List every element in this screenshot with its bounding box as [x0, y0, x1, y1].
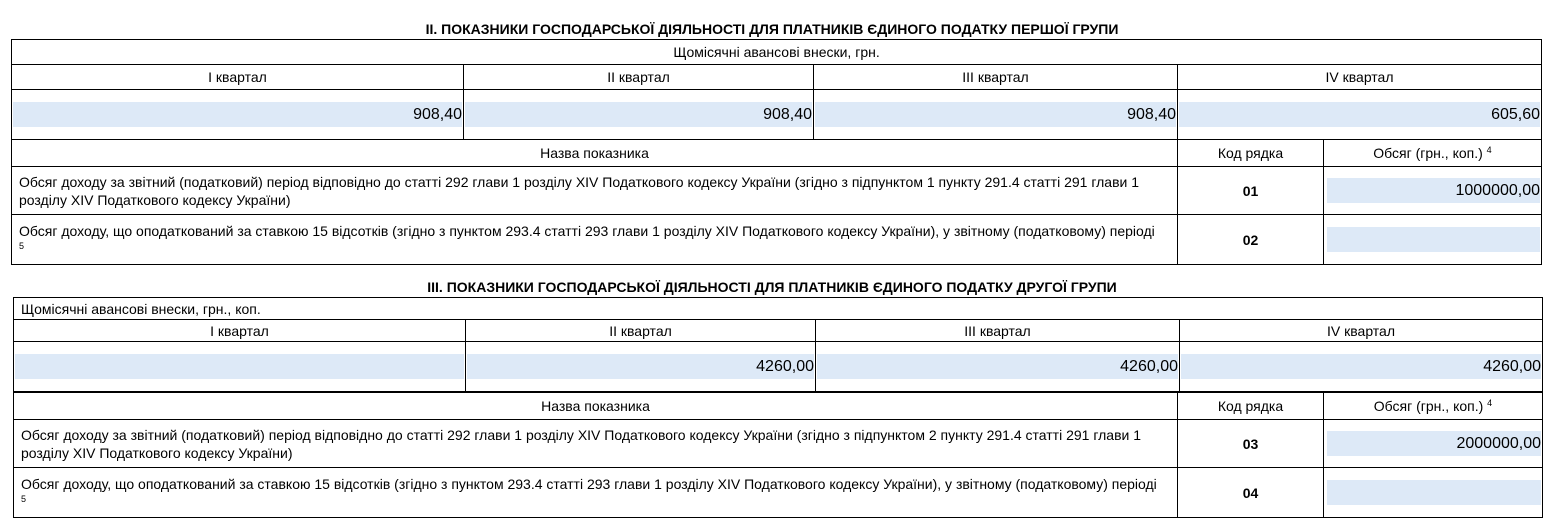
section-2-row-01-value[interactable]: 1000000,00 [1327, 178, 1540, 203]
section-2-row-02-description: Обсяг доходу, що оподаткований за ставкою 15 відсотків (згідно з пунктом 293.4 статті 293 глави 1 розділу XIV Податкового кодексу України), у звітному (податковому) періоді $^5$ [12, 215, 1178, 265]
section-3-quarter-3-value[interactable]: 4260,00 [817, 354, 1178, 379]
section-2-col-code: Код рядка [1178, 140, 1324, 167]
section-2-quarter-2-value[interactable]: 908,40 [465, 102, 812, 127]
section-3-col-volume: Обсяг (грн., коп.) $^4$ [1324, 393, 1543, 420]
section-2-quarter-3-label: III квартал [814, 65, 1178, 90]
section-2-row-01-description: Обсяг доходу за звітний (податковий) період відповідно до статті 292 глави 1 розділу XIV Податкового кодексу України (згідно з підпунктом 1 пункту 291.4 статті 291 глави 1 розділу XIV Податкового кодексу України) [12, 167, 1178, 215]
section-3-row-04-description: Обсяг доходу, що оподаткований за ставкою 15 відсотків (згідно з пунктом 293.4 статті 293 глави 1 розділу XIV Податкового кодексу України), у звітному (податковому) періоді $^5$ [14, 468, 1178, 518]
section-2-col-volume: Обсяг (грн., коп.) $^4$ [1324, 140, 1542, 167]
section-2-row-02-code: 02 [1178, 215, 1324, 265]
section-3-quarter-4-value[interactable]: 4260,00 [1181, 354, 1541, 379]
section-3-indicators-table [13, 392, 1543, 518]
section-3-quarter-2-label: II квартал [466, 320, 816, 342]
section-2-indicators-table [11, 139, 1542, 265]
section-2-quarter-2-label: II квартал [464, 65, 814, 90]
section-2-quarter-4-value[interactable]: 605,60 [1179, 102, 1540, 127]
section-2-quarter-3-value[interactable]: 908,40 [815, 102, 1176, 127]
section-3-row-03-code: 03 [1178, 420, 1324, 468]
section-3-advance-table [13, 297, 1543, 392]
section-3-advance-header: Щомісячні авансові внески, грн., коп. [14, 298, 1543, 320]
section-2-title: II. ПОКАЗНИКИ ГОСПОДАРСЬКОЇ ДІЯЛЬНОСТІ ДЛЯ ПЛАТНИКІВ ЄДИНОГО ПОДАТКУ ПЕРШОЇ ГРУПИ [425, 21, 1119, 37]
section-2-quarter-1-value[interactable]: 908,40 [13, 102, 462, 127]
section-2-row-02-value[interactable] [1327, 227, 1540, 252]
section-2-advance-table [11, 39, 1542, 140]
section-3-row-04-value[interactable] [1327, 480, 1541, 505]
section-3-title: III. ПОКАЗНИКИ ГОСПОДАРСЬКОЇ ДІЯЛЬНОСТІ ДЛЯ ПЛАТНИКІВ ЄДИНОГО ПОДАТКУ ДРУГОЇ ГРУПИ [427, 279, 1117, 295]
section-3-col-name: Назва показника [14, 393, 1178, 420]
section-2-col-name: Назва показника [12, 140, 1178, 167]
section-3-quarter-1-label: I квартал [14, 320, 466, 342]
section-3-row-03-description: Обсяг доходу за звітний (податковий) період відповідно до статті 292 глави 1 розділу XIV Податкового кодексу України (згідно з підпунктом 2 пункту 291.4 статті 291 глави 1 розділу XIV Податкового кодексу України) [14, 420, 1178, 468]
section-2-row-01-code: 01 [1178, 167, 1324, 215]
section-3-quarter-4-label: IV квартал [1180, 320, 1543, 342]
section-3-col-code: Код рядка [1178, 393, 1324, 420]
section-3-quarter-1-value[interactable] [15, 354, 464, 379]
section-3-quarter-3-label: III квартал [816, 320, 1180, 342]
section-2-quarter-4-label: IV квартал [1178, 65, 1542, 90]
section-2-advance-header: Щомісячні авансові внески, грн. [12, 40, 1542, 65]
section-3-row-04-code: 04 [1178, 468, 1324, 518]
section-3-quarter-2-value[interactable]: 4260,00 [467, 354, 814, 379]
section-3-row-03-value[interactable]: 2000000,00 [1327, 431, 1541, 456]
section-2-quarter-1-label: I квартал [12, 65, 464, 90]
